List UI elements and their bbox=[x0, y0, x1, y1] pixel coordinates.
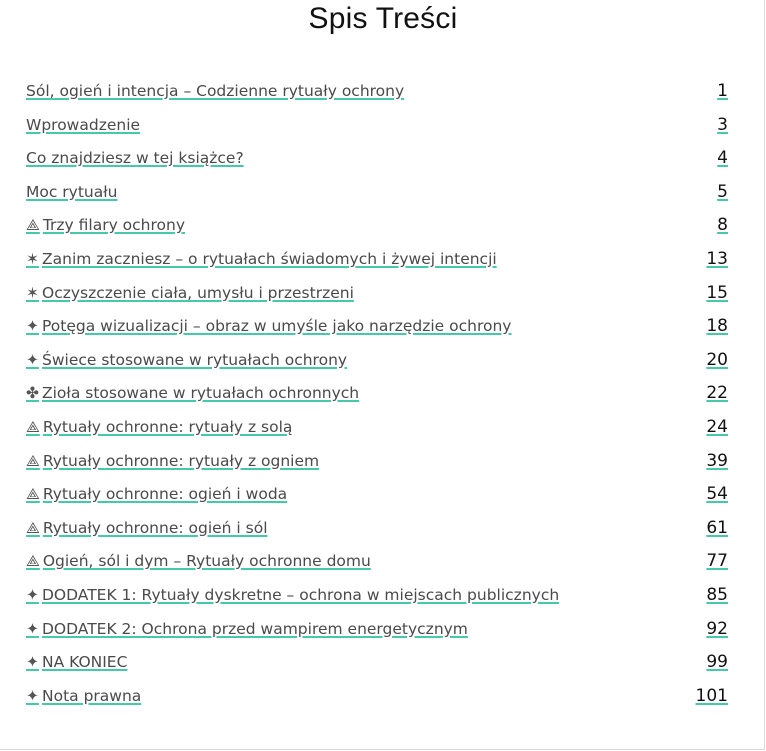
toc-page-number[interactable]: 15 bbox=[706, 282, 728, 303]
toc-entry-link[interactable] bbox=[26, 213, 185, 237]
four-point-star-icon: ✦ bbox=[26, 686, 39, 705]
toc-page-number[interactable]: 8 bbox=[717, 215, 728, 236]
toc-entry-link[interactable] bbox=[26, 180, 117, 204]
toc-page-number[interactable]: 5 bbox=[717, 181, 728, 202]
toc-page-number[interactable]: 24 bbox=[706, 416, 728, 437]
toc-entry-link[interactable] bbox=[26, 113, 140, 137]
toc-entry-label: Zioła stosowane w rytuałach ochronnych bbox=[42, 384, 360, 403]
toc-page-number[interactable]: 85 bbox=[706, 584, 728, 605]
toc-entry-link[interactable] bbox=[26, 79, 404, 103]
four-point-star-icon: ✦ bbox=[26, 619, 39, 638]
alchemical-triangle-icon: ⟁ bbox=[26, 451, 40, 470]
alchemical-triangle-icon: ⟁ bbox=[26, 518, 40, 537]
table-of-contents bbox=[26, 79, 728, 717]
toc-row bbox=[26, 348, 728, 382]
toc-entry-label: DODATEK 2: Ochrona przed wampirem energetycznym bbox=[42, 619, 468, 638]
toc-page-number[interactable]: 77 bbox=[706, 551, 728, 572]
toc-entry-link[interactable] bbox=[26, 650, 127, 674]
toc-entry-label: Moc rytuału bbox=[26, 182, 118, 201]
toc-row bbox=[26, 415, 728, 449]
toc-entry-link[interactable] bbox=[26, 314, 511, 338]
toc-entry-label: Trzy filary ochrony bbox=[42, 216, 186, 235]
toc-page-number[interactable]: 99 bbox=[706, 652, 728, 673]
toc-entry-link[interactable] bbox=[26, 617, 468, 641]
toc-page-number[interactable]: 54 bbox=[706, 484, 728, 505]
toc-row bbox=[26, 583, 728, 617]
toc-entry-label: Rytuały ochronne: ogień i woda bbox=[42, 485, 288, 504]
toc-row bbox=[26, 381, 728, 415]
four-point-star-icon: ✦ bbox=[26, 317, 39, 336]
toc-entry-label: Zanim zaczniesz – o rytuałach świadomych i żywej intencji bbox=[42, 249, 497, 268]
toc-entry-link[interactable] bbox=[26, 146, 244, 170]
toc-row bbox=[26, 449, 728, 483]
alchemical-triangle-icon: ⟁ bbox=[26, 417, 40, 436]
toc-row bbox=[26, 213, 728, 247]
toc-entry-label: Oczyszczenie ciała, umysłu i przestrzeni bbox=[42, 283, 354, 302]
toc-entry-link[interactable] bbox=[26, 247, 497, 271]
toc-entry-label: Wprowadzenie bbox=[26, 115, 141, 134]
toc-entry-link[interactable] bbox=[26, 583, 559, 607]
page-title: Spis Treści bbox=[308, 2, 458, 35]
six-point-star-icon: ✶ bbox=[26, 249, 39, 268]
toc-row bbox=[26, 482, 728, 516]
four-point-star-icon: ✦ bbox=[26, 585, 39, 604]
toc-entry-link[interactable] bbox=[26, 348, 347, 372]
four-point-star-icon: ✦ bbox=[26, 653, 39, 672]
toc-row bbox=[26, 549, 728, 583]
toc-page-number[interactable]: 20 bbox=[706, 349, 728, 370]
toc-row bbox=[26, 314, 728, 348]
toc-row bbox=[26, 79, 728, 113]
alchemical-triangle-icon: ⟁ bbox=[26, 216, 40, 235]
toc-page-number[interactable]: 61 bbox=[706, 517, 728, 538]
toc-entry-label: Świece stosowane w rytuałach ochrony bbox=[42, 350, 348, 369]
toc-page-number[interactable]: 4 bbox=[717, 148, 728, 169]
toc-row bbox=[26, 684, 728, 718]
toc-entry-label: Co znajdziesz w tej książce? bbox=[26, 149, 244, 168]
toc-page-number[interactable]: 92 bbox=[706, 618, 728, 639]
toc-entry-label: Sól, ogień i intencja – Codzienne rytuały ochrony bbox=[26, 82, 405, 100]
toc-entry-link[interactable] bbox=[26, 549, 371, 573]
toc-entry-label: DODATEK 1: Rytuały dyskretne – ochrona w miejscach publicznych bbox=[42, 585, 560, 604]
toc-entry-label: NA KONIEC bbox=[42, 653, 128, 672]
toc-entry-label: Rytuały ochronne: ogień i sól bbox=[42, 518, 268, 537]
clover-icon: ✤ bbox=[26, 384, 39, 403]
toc-page-number[interactable]: 13 bbox=[706, 248, 728, 269]
toc-row bbox=[26, 180, 728, 214]
toc-entry-label: Nota prawna bbox=[42, 686, 142, 705]
toc-entry-label: Ogień, sól i dym – Rytuały ochronne domu bbox=[42, 552, 371, 571]
toc-page-number[interactable]: 18 bbox=[706, 316, 728, 337]
toc-page-number[interactable]: 101 bbox=[695, 685, 728, 706]
toc-row bbox=[26, 281, 728, 315]
toc-row bbox=[26, 113, 728, 147]
alchemical-triangle-icon: ⟁ bbox=[26, 485, 40, 504]
toc-row bbox=[26, 247, 728, 281]
toc-entry-link[interactable] bbox=[26, 449, 319, 473]
toc-entry-label: Potęga wizualizacji – obraz w umyśle jako narzędzie ochrony bbox=[42, 317, 512, 336]
toc-row bbox=[26, 516, 728, 550]
toc-row bbox=[26, 617, 728, 651]
toc-page-number[interactable]: 1 bbox=[717, 81, 728, 101]
toc-entry-label: Rytuały ochronne: rytuały z ogniem bbox=[42, 451, 320, 470]
toc-page-number[interactable]: 22 bbox=[706, 383, 728, 404]
toc-entry-link[interactable] bbox=[26, 482, 287, 506]
toc-entry-link[interactable] bbox=[26, 684, 141, 708]
toc-row bbox=[26, 146, 728, 180]
six-point-star-icon: ✶ bbox=[26, 283, 39, 302]
toc-entry-label: Rytuały ochronne: rytuały z solą bbox=[42, 417, 293, 436]
four-point-star-icon: ✦ bbox=[26, 350, 39, 369]
toc-entry-link[interactable] bbox=[26, 381, 359, 405]
toc-entry-link[interactable] bbox=[26, 516, 268, 540]
toc-page-number[interactable]: 39 bbox=[706, 450, 728, 471]
toc-row bbox=[26, 650, 728, 684]
alchemical-triangle-icon: ⟁ bbox=[26, 552, 40, 571]
toc-page-number[interactable]: 3 bbox=[717, 114, 728, 135]
toc-entry-link[interactable] bbox=[26, 281, 354, 305]
toc-entry-link[interactable] bbox=[26, 415, 292, 439]
